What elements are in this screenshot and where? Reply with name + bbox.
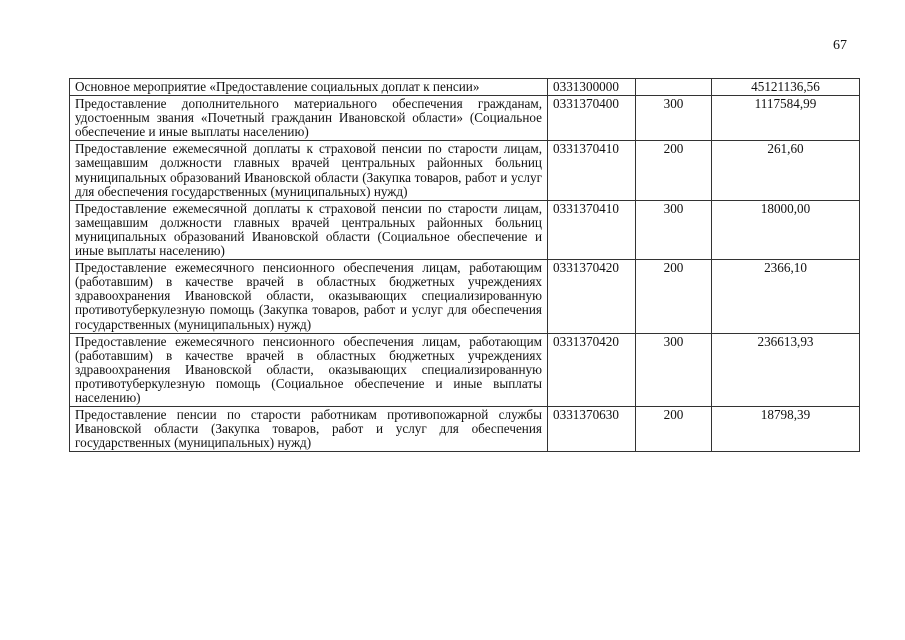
row-expense-type [636, 79, 712, 96]
budget-table [69, 78, 860, 452]
table-row [70, 141, 860, 200]
row-code: 0331370420 [548, 260, 636, 333]
row-code: 0331370410 [548, 200, 636, 259]
row-description: Предоставление ежемесячного пенсионного обеспечения лицам, работающим (работавшим) в качестве врачей в областных бюджетных учреждениях здравоохранения Ивановской области, оказывающих специализированную противотуберкулезную помощь (Закупка товаров, работ и услуг для обеспечения государственных (муниципальных) нужд) [70, 260, 548, 333]
row-description: Предоставление дополнительного материального обеспечения гражданам, удостоенным звания «Почетный гражданин Ивановской области» (Социальное обеспечение и иные выплаты населению) [70, 96, 548, 141]
row-code: 0331370410 [548, 141, 636, 200]
row-code: 0331370400 [548, 96, 636, 141]
row-code: 0331370630 [548, 407, 636, 452]
table-row [70, 96, 860, 141]
row-expense-type: 200 [636, 260, 712, 333]
row-amount: 2366,10 [712, 260, 860, 333]
row-code: 0331300000 [548, 79, 636, 96]
row-expense-type: 300 [636, 333, 712, 406]
row-description: Основное мероприятие «Предоставление социальных доплат к пенсии» [70, 79, 548, 96]
page-number: 67 [833, 38, 847, 53]
row-description: Предоставление ежемесячной доплаты к страховой пенсии по старости лицам, замещавшим должности главных врачей центральных районных больниц муниципальных образований Ивановской области (Социальное обеспечение и иные выплаты населению) [70, 200, 548, 259]
row-amount: 45121136,56 [712, 79, 860, 96]
row-expense-type: 200 [636, 407, 712, 452]
row-amount: 18798,39 [712, 407, 860, 452]
row-amount: 236613,93 [712, 333, 860, 406]
row-expense-type: 300 [636, 96, 712, 141]
table-row [70, 260, 860, 333]
row-description: Предоставление пенсии по старости работникам противопожарной службы Ивановской области (Закупка товаров, работ и услуг для обеспечения государственных (муниципальных) нужд) [70, 407, 548, 452]
table-row [70, 79, 860, 96]
row-expense-type: 300 [636, 200, 712, 259]
row-amount: 1117584,99 [712, 96, 860, 141]
table-row [70, 333, 860, 406]
row-amount: 261,60 [712, 141, 860, 200]
row-code: 0331370420 [548, 333, 636, 406]
row-description: Предоставление ежемесячного пенсионного обеспечения лицам, работающим (работавшим) в качестве врачей в областных бюджетных учреждениях здравоохранения Ивановской области, оказывающих специализированную противотуберкулезную помощь (Социальное обеспечение и иные выплаты населению) [70, 333, 548, 406]
row-description: Предоставление ежемесячной доплаты к страховой пенсии по старости лицам, замещавшим должности главных врачей центральных районных больниц муниципальных образований Ивановской области (Закупка товаров, работ и услуг для обеспечения государственных (муниципальных) нужд) [70, 141, 548, 200]
row-amount: 18000,00 [712, 200, 860, 259]
table-row [70, 407, 860, 452]
table-row [70, 200, 860, 259]
row-expense-type: 200 [636, 141, 712, 200]
